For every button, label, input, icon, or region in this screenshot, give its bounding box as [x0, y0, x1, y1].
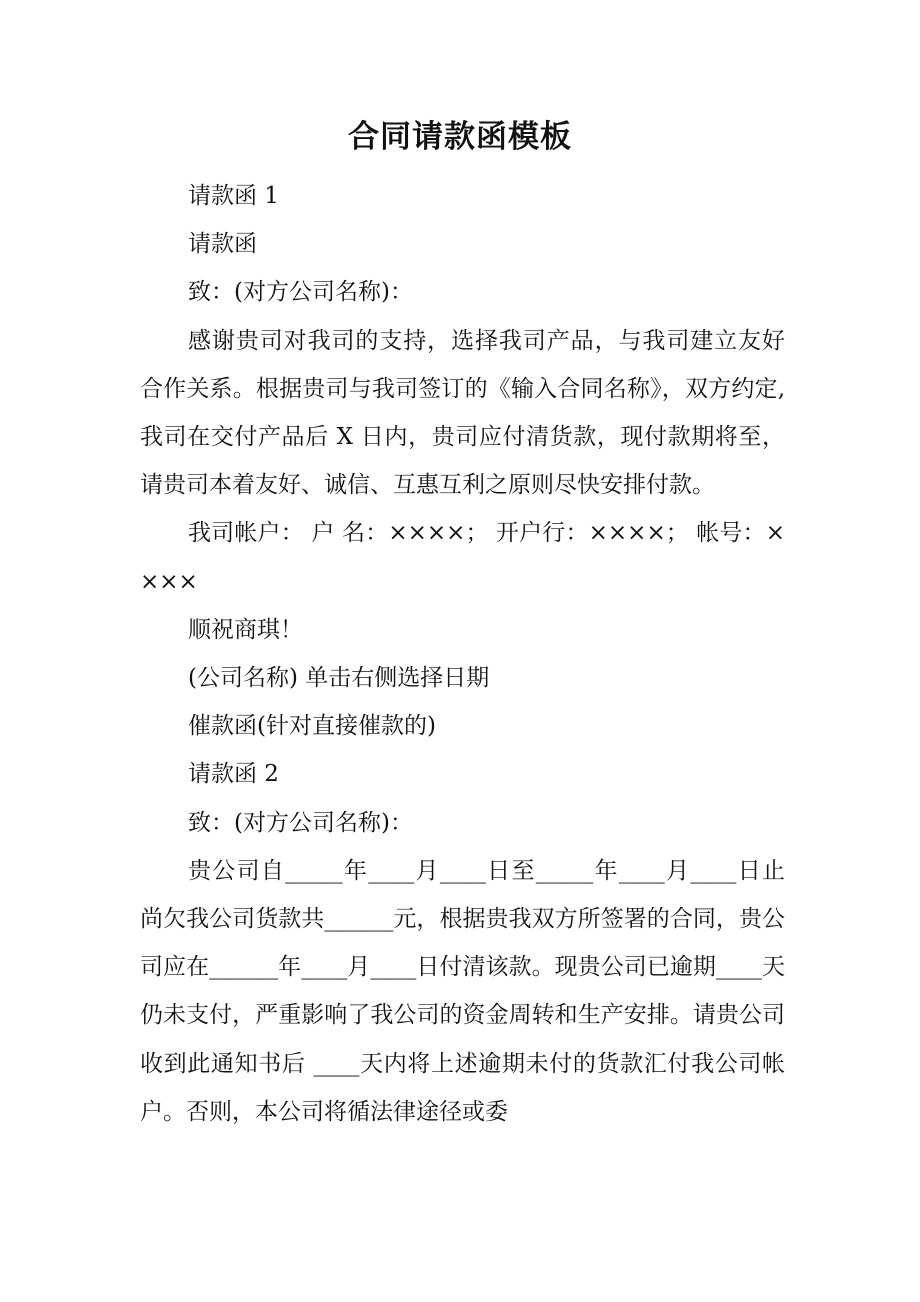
paragraph-closing-greeting: 顺祝商琪！ — [188, 616, 303, 643]
document-body — [140, 172, 785, 1136]
document-title: 合同请款函模板 — [348, 119, 572, 155]
paragraph-payment-request: 感谢贵司对我司的支持，选择我司产品，与我司建立友好合作关系。根据贵司与我司签订的《输入合同名称》，双方约定,我司在交付产品后 X 日内，贵司应付清货款，现付款期将至，请贵司本着友好、诚信、互惠互利之原则尽快安排付款。 — [140, 327, 785, 499]
paragraph-bank-account: 我司帐户： 户 名：××××； 开户行：××××； 帐号：×××× — [140, 520, 785, 595]
paragraph-signature-date: (公司名称) 单击右侧选择日期 — [188, 665, 490, 692]
paragraph-letter-label: 请款函 — [188, 231, 257, 258]
paragraph-letter-2-heading: 请款函 2 — [188, 761, 279, 788]
paragraph-letter-1-heading: 请款函 1 — [188, 183, 279, 209]
paragraph-collection-letter-label: 催款函(针对直接催款的) — [188, 713, 436, 740]
paragraph-recipient-2: 致：(对方公司名称)： — [188, 809, 413, 836]
paragraph-overdue-notice: 贵公司自_____年____月____日至_____年____月____日止尚欠我公司货款共______元，根据贵我双方所签署的合同，贵公司应在______年____月____日付清该款。现贵公司已逾期____天仍未支付，严重影响了我公司的资金周转和生产安排。请贵公司收到此通知书后 ____天内将上述逾期未付的货款汇付我公司帐户。否则，本公司将循法律途径或委 — [140, 857, 785, 1125]
paragraph-recipient-1: 致：(对方公司名称)： — [188, 279, 413, 306]
